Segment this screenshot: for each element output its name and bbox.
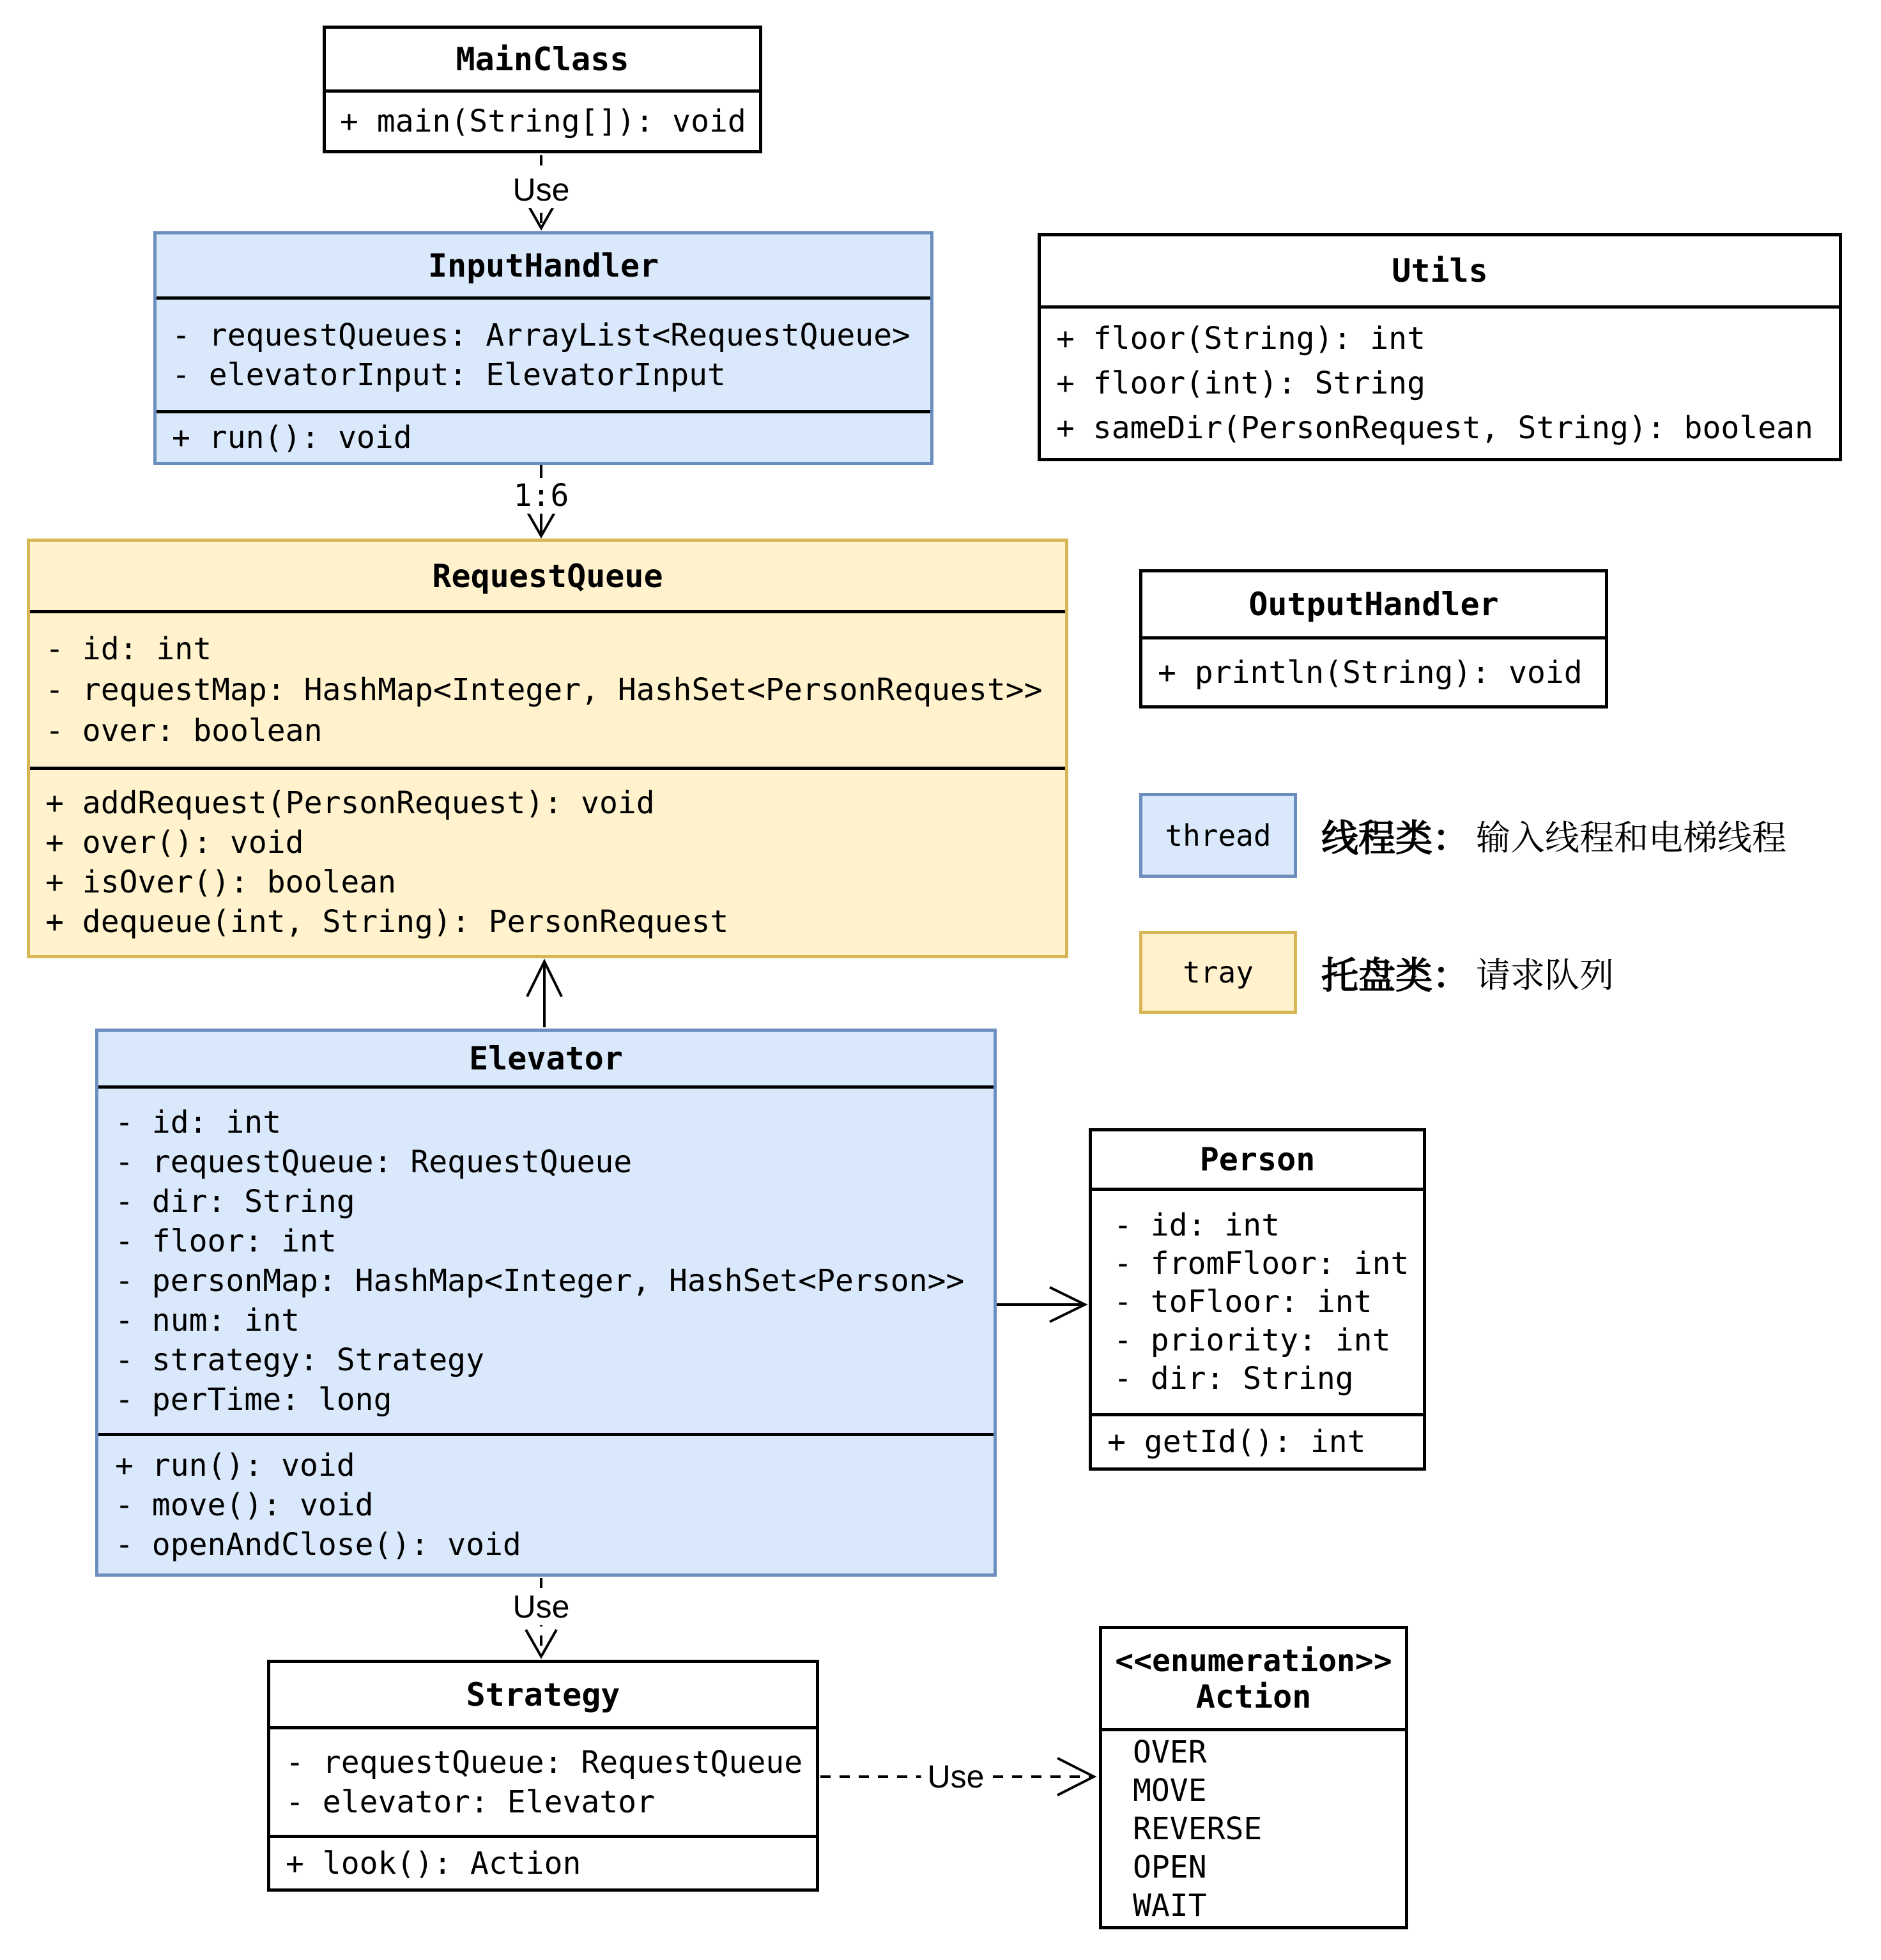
attribute-row: - perTime: long (115, 1381, 392, 1418)
method-row: + isOver(): boolean (45, 864, 397, 900)
attribute-row: - requestQueue: RequestQueue (286, 1744, 803, 1780)
association-elevator-requestqueue (527, 961, 562, 1027)
attribute-row: - dir: String (115, 1183, 355, 1220)
attribute-row: - requestMap: HashMap<Integer, HashSet<PersonRequest>> (45, 672, 1043, 708)
method-row: + look(): Action (286, 1845, 581, 1881)
class-outputhandler (1139, 569, 1608, 708)
class-title: MainClass (456, 40, 629, 78)
legend-thread-label: thread (1165, 818, 1271, 853)
edge-label-use-elevator-strategy: Use (507, 1588, 576, 1625)
class-title: Elevator (469, 1040, 623, 1077)
enum-values-compartment (1102, 1728, 1405, 1926)
attributes-compartment (270, 1726, 816, 1835)
attribute-row: - over: boolean (45, 713, 323, 749)
attribute-row: - elevatorInput: ElevatorInput (172, 356, 726, 393)
legend-tray-desc: 请求队列 (1476, 956, 1615, 995)
attribute-row: - personMap: HashMap<Integer, HashSet<Person>> (115, 1262, 965, 1299)
legend-tray-term: 托盘类： (1321, 955, 1470, 997)
method-row: + over(): void (45, 825, 304, 861)
class-utils (1038, 233, 1842, 461)
legend-thread-text (1321, 809, 1786, 861)
attribute-row: - floor: int (115, 1223, 337, 1259)
attribute-row: - id: int (45, 631, 212, 667)
attribute-row: - requestQueues: ArrayList<RequestQueue> (172, 317, 910, 353)
edge-label-ratio-inputhandler-requestqueue: 1:6 (507, 478, 576, 514)
edge-label-use-main-inputhandler: Use (507, 171, 576, 208)
legend-tray-text (1321, 947, 1614, 998)
methods-compartment (30, 767, 1065, 955)
enum-stereotype: <<enumeration>> (1115, 1642, 1392, 1679)
method-row: + run(): void (172, 420, 412, 456)
legend-tray-box (1139, 931, 1297, 1014)
methods-compartment (1092, 1413, 1423, 1467)
class-title: Utils (1392, 252, 1488, 289)
method-row: - move(): void (115, 1487, 374, 1523)
attribute-row: - strategy: Strategy (115, 1342, 484, 1378)
class-requestqueue (27, 539, 1068, 958)
method-row: + floor(String): int (1056, 321, 1425, 356)
attribute-row: - num: int (115, 1302, 300, 1338)
enum-name: Action (1195, 1678, 1312, 1715)
method-row: + getId(): int (1107, 1424, 1366, 1460)
method-row: + floor(int): String (1056, 365, 1425, 401)
legend-thread-term: 线程类： (1321, 818, 1470, 859)
methods-compartment (1142, 636, 1605, 705)
legend-thread-box (1139, 793, 1297, 878)
class-title: InputHandler (427, 247, 659, 284)
attribute-row: - fromFloor: int (1114, 1246, 1409, 1282)
attribute-row: - dir: String (1114, 1361, 1354, 1397)
method-row: + addRequest(PersonRequest): void (45, 785, 655, 821)
class-title: OutputHandler (1248, 586, 1499, 623)
class-title: RequestQueue (432, 557, 663, 595)
class-elevator (95, 1029, 997, 1577)
attribute-row: - id: int (115, 1104, 282, 1140)
class-title: Strategy (466, 1676, 620, 1713)
class-person (1089, 1128, 1426, 1471)
attributes-compartment (30, 610, 1065, 767)
attributes-compartment (1092, 1188, 1423, 1413)
method-row: + run(): void (115, 1447, 355, 1483)
method-row: + sameDir(PersonRequest, String): boolean (1056, 410, 1813, 446)
attribute-row: - priority: int (1114, 1322, 1391, 1358)
methods-compartment (326, 89, 759, 150)
methods-compartment (98, 1433, 994, 1573)
enum-value-row: REVERSE (1133, 1811, 1263, 1847)
enum-title (1102, 1629, 1405, 1728)
enum-value-row: OVER (1133, 1734, 1207, 1770)
class-inputhandler (153, 231, 933, 465)
method-row: + dequeue(int, String): PersonRequest (45, 904, 729, 940)
attribute-row: - requestQueue: RequestQueue (115, 1144, 633, 1180)
legend-tray-label: tray (1183, 955, 1254, 990)
edge-label-use-strategy-action: Use (921, 1758, 991, 1795)
methods-compartment (1041, 305, 1839, 458)
method-row: - openAndClose(): void (115, 1526, 521, 1563)
association-elevator-person (997, 1287, 1085, 1322)
attributes-compartment (157, 296, 930, 410)
attribute-row: - id: int (1114, 1207, 1280, 1243)
legend-thread-desc: 输入线程和电梯线程 (1476, 818, 1787, 857)
class-title: Person (1199, 1141, 1316, 1178)
attribute-row: - toFloor: int (1114, 1284, 1372, 1320)
enum-value-row: WAIT (1133, 1887, 1207, 1924)
class-strategy (267, 1660, 819, 1892)
attributes-compartment (98, 1085, 994, 1433)
attribute-row: - elevator: Elevator (286, 1784, 655, 1820)
class-mainclass (323, 26, 762, 153)
enum-value-row: OPEN (1133, 1849, 1207, 1885)
enum-value-row: MOVE (1133, 1772, 1207, 1809)
methods-compartment (157, 410, 930, 462)
method-row: + println(String): void (1158, 654, 1583, 691)
method-row: + main(String[]): void (340, 103, 746, 139)
enum-action (1099, 1626, 1408, 1929)
methods-compartment (270, 1835, 816, 1888)
